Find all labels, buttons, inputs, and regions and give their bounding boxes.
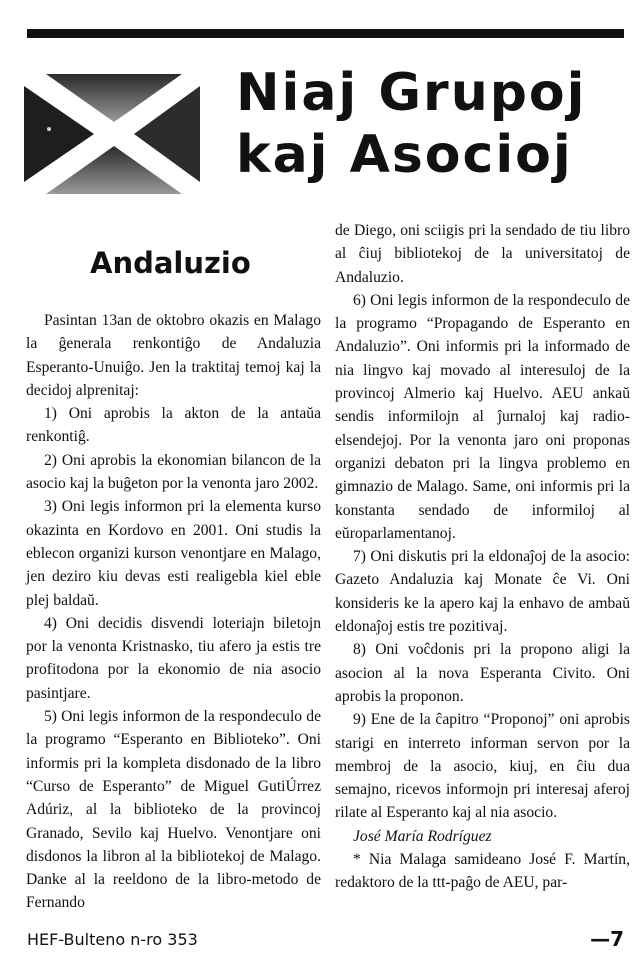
paragraph-item-1: 1) Oni aprobis la akton de la antaŭa renkontiĝ. xyxy=(26,405,321,446)
paragraph-item-6: 6) Oni legis informon de la respondeculo de la programo “Propagando de Esperanto en Andaluzio”. Oni informis pri la informado de nia lingvo kaj movado al interesuloj de la provincoj Almerio kaj Huelvo. AEU ankaŭ sendis informilojn al ĵurnaloj kaj radio-elsendejoj. Por la venonta jaro oni proponas organizi debaton pri la lingva problemo en gimnazio de Malago. Same, oni informis pri la konstanta sendado de informiloj al eŭroparlamentanoj. xyxy=(335,291,630,542)
left-column xyxy=(26,309,321,915)
page-title xyxy=(236,62,636,186)
paragraph-item-8: 8) Oni voĉdonis pri la propono aligi la asocion al la nova Esperanta Civito. Oni aprobis la proponon. xyxy=(335,641,630,705)
paragraph-item-7: 7) Oni diskutis pri la eldonaĵoj de la asocio: Gazeto Andaluzia kaj Monate ĉe Vi. Oni konsideris ke la apero kaj la enhavo de ambaŭ eldonaĵoj estis tre pozitivaj. xyxy=(335,548,630,636)
right-column xyxy=(335,219,630,895)
paragraph-continuation: de Diego, oni sciigis pri la sendado de tiu libro al ĉiuj bibliotekoj de la universitatoj de Andaluzio. xyxy=(335,222,630,286)
section-title: Andaluzio xyxy=(90,246,251,280)
author-signature: José María Rodríguez xyxy=(353,827,492,845)
footer-publication: HEF-Bulteno n-ro 353 xyxy=(27,930,198,949)
title-line-1: Niaj Grupoj xyxy=(236,63,587,123)
saltire-flag-logo xyxy=(24,74,200,194)
paragraph-item-4: 4) Oni decidis disvendi loteriajn biletojn por la venonta Kristnasko, tiu afero ja estis tre profitodona por la ekonomio de nia asocio pasintjare. xyxy=(26,614,321,702)
paragraph-intro: Pasintan 13an de oktobro okazis en Malago la ĝenerala renkontiĝo de Andaluzia Esperanto-Unuiĝo. Jen la traktitaj temoj kaj la decidoj alprenitaj: xyxy=(26,312,321,399)
paragraph-item-2: 2) Oni aprobis la ekonomian bilancon de la asocio kaj la buĝeton por la venonta jaro 2002. xyxy=(26,451,321,493)
paragraph-next-item: * Nia Malaga samideano José F. Martín, redaktoro de la ttt-paĝo de AEU, par- xyxy=(335,851,630,892)
title-line-2: kaj Asocioj xyxy=(236,125,573,185)
paragraph-item-9: 9) Ene de la ĉapitro “Proponoj” oni aprobis starigi en interreto informan servon por la membroj de la asocio, kiuj, en ĉiu dua semajno, ricevos informojn pri interesaj aferoj rilate al Esperanto kaj al nia asocio. xyxy=(335,711,630,822)
header-rule xyxy=(27,29,624,38)
page-number: —7 xyxy=(590,927,624,951)
paragraph-item-3: 3) Oni legis informon pri la elementa kurso okazinta en Kordovo en 2001. Oni studis la eblecon organizi kurson venontjare en Malago, jen deziro kiu devas esti realigebla kiel eble plej baldaŭ. xyxy=(26,498,321,609)
paragraph-item-5: 5) Oni legis informon de la respondeculo de la programo “Esperanto en Biblioteko”. Oni informis pri la kompleta disdonado de la libro “Curso de Esperanto” de Miguel GutiÚrrez Adúriz, al la biblioteko de la provincoj Granado, Sevilo kaj Huelvo. Venontjare oni disdonos la libron al la bibliotekoj de Malago. Danke al la reeldono de la libro-metodo de Fernando xyxy=(26,708,321,912)
